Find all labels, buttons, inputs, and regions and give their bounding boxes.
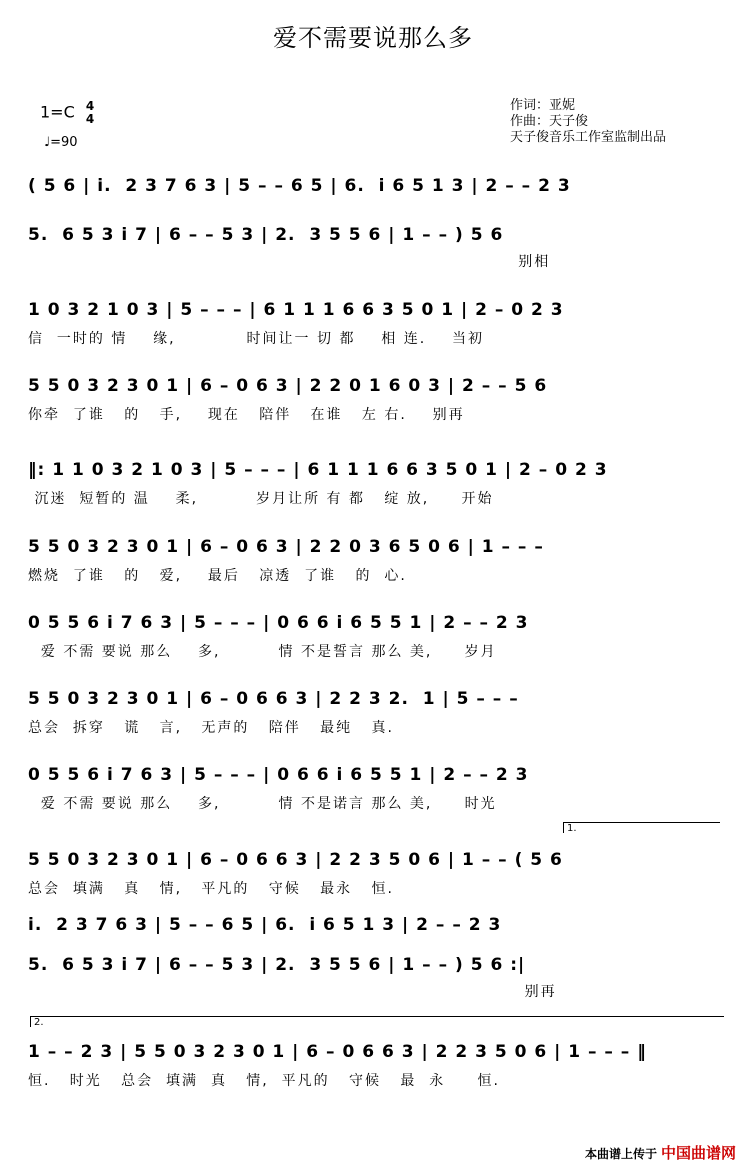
site-logo[interactable]: 中国曲谱网 <box>660 1144 736 1162</box>
lyric-line: 爱 不需 要说 那么 多, 情 不是诺言 那么 美, 时光 <box>28 796 497 812</box>
footer-text: 本曲谱上传于 <box>584 1147 657 1161</box>
notation-line: 5. 6 5 3 i 7 | 6 – – 5 3 | 2. 3 5 5 6 | 1 – – ) 5 6 :| <box>28 955 526 975</box>
lyric-line: 信 一时的 情 缘, 时间让一 切 都 相 连. 当初 <box>28 331 484 347</box>
notation-line: 5 5 0 3 2 3 0 1 | 6 – 0 6 3 | 2 2 0 3 6 5 0 6 | 1 – – – <box>28 537 544 557</box>
notation-line: ‖: 1 1 0 3 2 1 0 3 | 5 – – – | 6 1 1 1 6 6 3 5 0 1 | 2 – 0 2 3 <box>28 460 608 480</box>
notation-line: 5 5 0 3 2 3 0 1 | 6 – 0 6 6 3 | 2 2 3 5 0 6 | 1 – – ( 5 6 <box>28 850 563 870</box>
lyric-line: 总会 填满 真 情, 平凡的 守候 最永 恒. <box>28 881 394 897</box>
lyric-line: 你牵 了谁 的 手, 现在 陪伴 在谁 左 右. 别再 <box>28 407 465 423</box>
notation-line: 0 5 5 6 i 7 6 3 | 5 – – – | 0 6 6 i 6 5 5 1 | 2 – – 2 3 <box>28 765 529 785</box>
key-signature <box>40 100 94 126</box>
lyric-line: 别相 <box>28 254 551 270</box>
notation-line: 0 5 5 6 i 7 6 3 | 5 – – – | 0 6 6 i 6 5 5 1 | 2 – – 2 3 <box>28 613 529 633</box>
notation-line: i. 2 3 7 6 3 | 5 – – 6 5 | 6. i 6 5 1 3 | 2 – – 2 3 <box>28 915 502 935</box>
time-bottom: 4 <box>85 112 95 126</box>
notation-line: 5 5 0 3 2 3 0 1 | 6 – 0 6 6 3 | 2 2 3 2. 1 | 5 – – – <box>28 689 519 709</box>
notation-line: ( 5 6 | i. 2 3 7 6 3 | 5 – – 6 5 | 6. i 6 5 1 3 | 2 – – 2 3 <box>28 176 571 196</box>
lyric-line: 别再 <box>28 984 557 1000</box>
producer: 天子俊音乐工作室监制出品 <box>510 130 667 145</box>
tempo-marking: ♩=90 <box>44 135 78 150</box>
notation-line: 5. 6 5 3 i 7 | 6 – – 5 3 | 2. 3 5 5 6 | 1 – – ) 5 6 <box>28 225 504 245</box>
notation-line: 1 0 3 2 1 0 3 | 5 – – – | 6 1 1 1 6 6 3 5 0 1 | 2 – 0 2 3 <box>28 300 564 320</box>
lyric-line: 爱 不需 要说 那么 多, 情 不是誓言 那么 美, 岁月 <box>28 644 497 660</box>
lyric-line: 恒. 时光 总会 填满 真 情, 平凡的 守候 最 永 恒. <box>28 1073 500 1089</box>
notation-line: 5 5 0 3 2 3 0 1 | 6 – 0 6 3 | 2 2 0 1 6 0 3 | 2 – – 5 6 <box>28 376 548 396</box>
lyricist: 作词：亚妮 <box>510 98 576 113</box>
volta-first-ending: 1. <box>563 822 720 833</box>
key-label: 1=C <box>40 102 75 122</box>
song-title: 爱不需要说那么多 <box>273 24 473 52</box>
lyric-line: 总会 拆穿 谎 言, 无声的 陪伴 最纯 真. <box>28 720 394 736</box>
time-top: 4 <box>85 99 95 113</box>
composer: 作曲：天子俊 <box>510 114 589 129</box>
volta-second-ending: 2. <box>30 1016 724 1027</box>
lyric-line: 燃烧 了谁 的 爱, 最后 凉透 了谁 的 心. <box>28 568 407 584</box>
credits <box>510 98 666 146</box>
footer-credit <box>585 1142 736 1163</box>
lyric-line: 沉迷 短暂的 温 柔, 岁月让所 有 都 绽 放, 开始 <box>28 491 494 507</box>
time-signature <box>86 100 94 126</box>
notation-line: 1 – – 2 3 | 5 5 0 3 2 3 0 1 | 6 – 0 6 6 3 | 2 2 3 5 0 6 | 1 – – – ‖ <box>28 1042 647 1062</box>
